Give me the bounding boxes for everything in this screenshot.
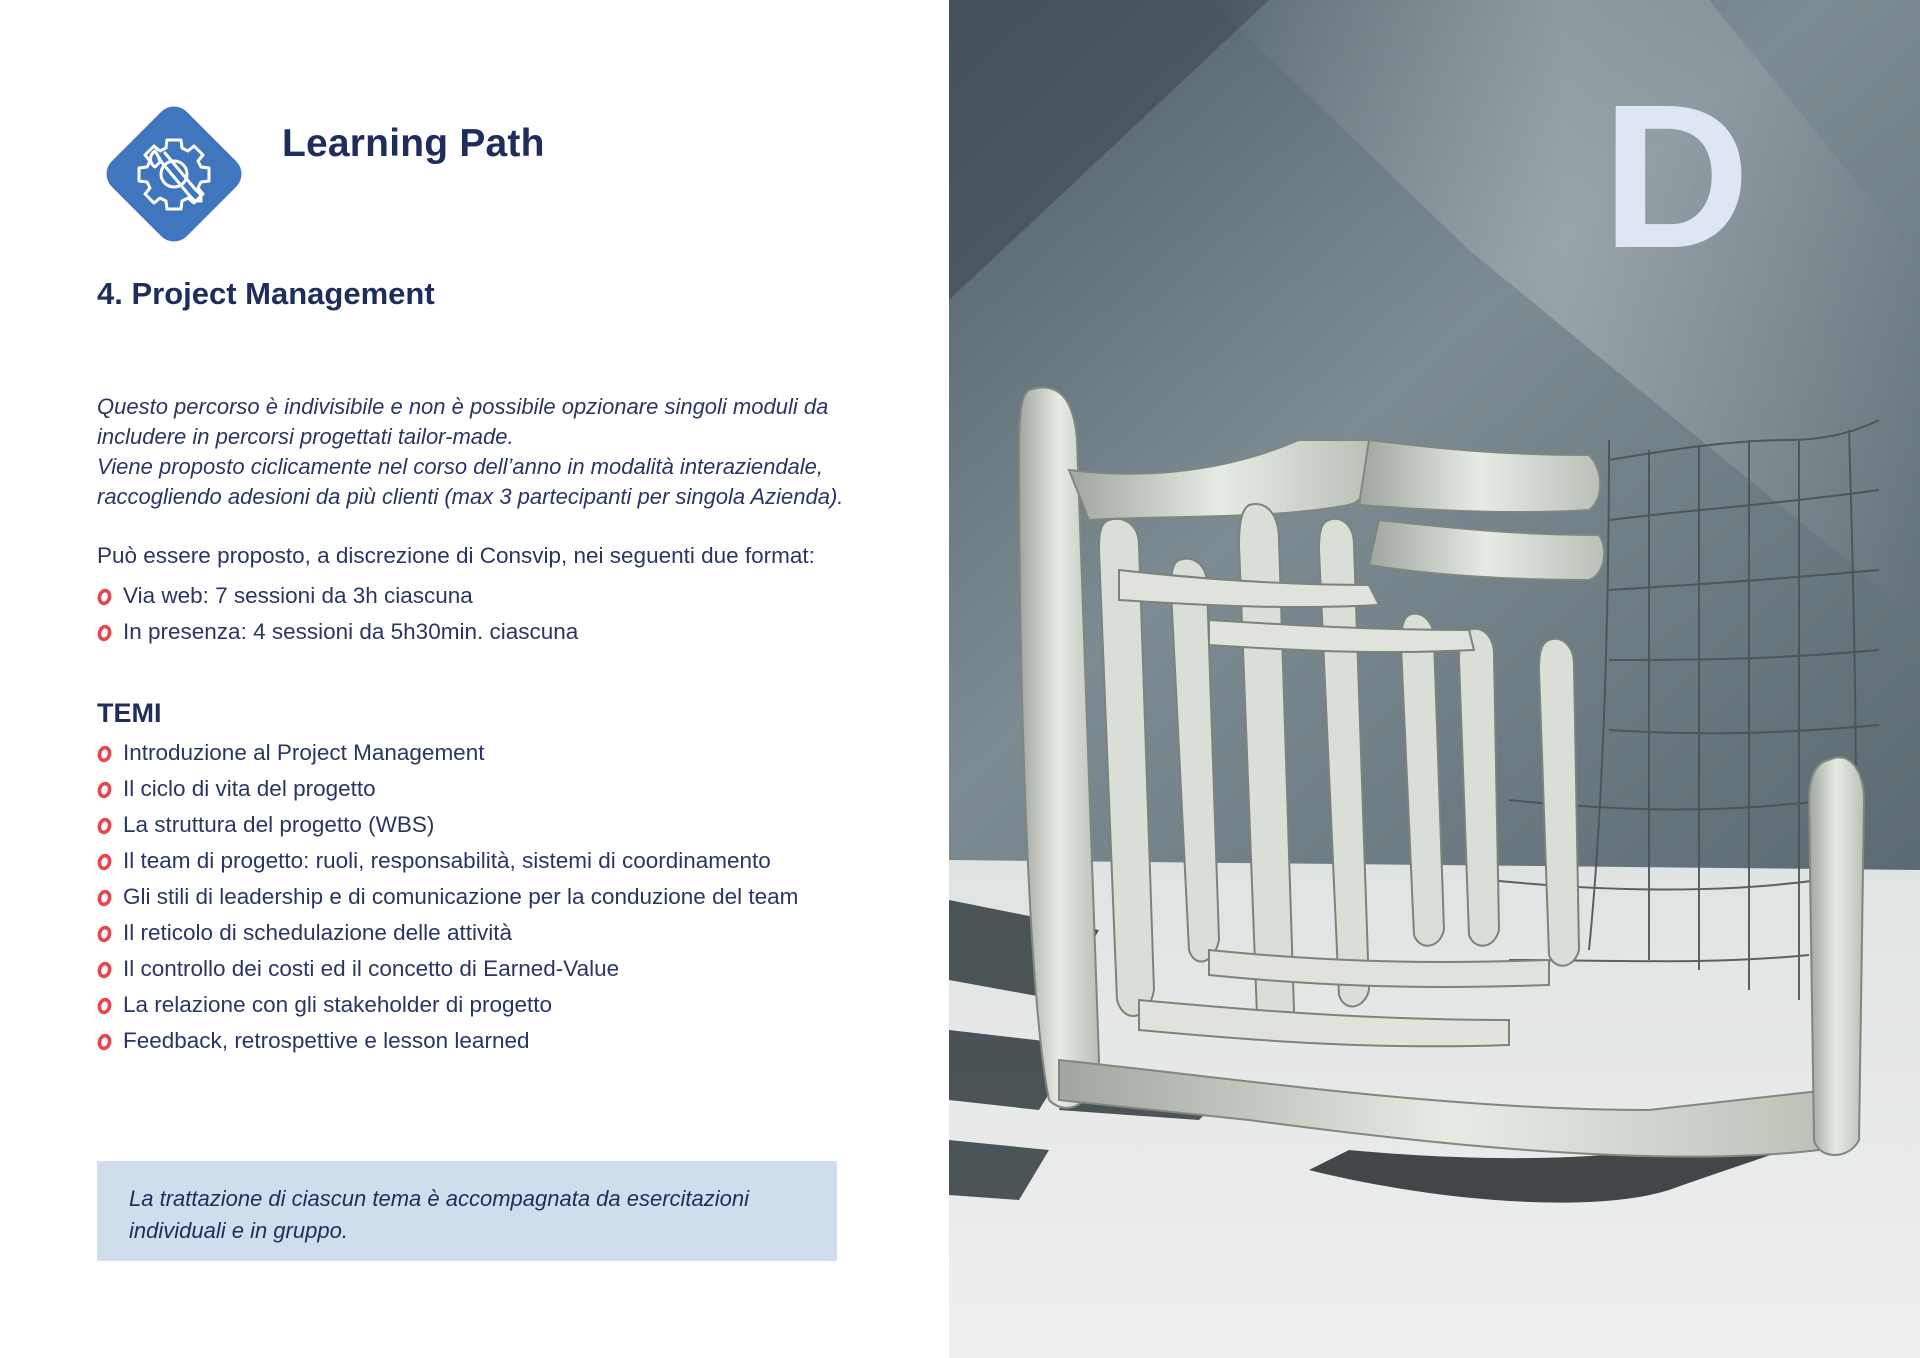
bullet-o-icon: [97, 853, 112, 871]
intro-line: Viene proposto ciclicamente nel corso dell’anno in modalità interaziendale,: [97, 454, 824, 479]
bullet-o-icon: [97, 781, 112, 799]
theme-item-label: Il controllo dei costi ed il concetto di Earned-Value: [123, 956, 620, 981]
intro-line: Questo percorso è indivisibile e non è possibile opzionare singoli moduli da: [97, 394, 829, 419]
note-line: individuali e in gruppo.: [129, 1218, 348, 1243]
bullet-o-icon: [97, 624, 112, 642]
bullet-o-icon: [97, 997, 112, 1015]
themes-list: [97, 735, 897, 1059]
left-column: [0, 0, 949, 1358]
sculpture-photo: [949, 0, 1920, 1358]
themes-block: [97, 735, 897, 1059]
section-title: 4. Project Management: [97, 276, 435, 311]
section-letter: D: [1601, 62, 1751, 291]
formats-lead: Può essere proposto, a discrezione di Consvip, nei seguenti due format:: [97, 543, 815, 568]
theme-item-label: Introduzione al Project Management: [123, 740, 485, 765]
list-item: [97, 735, 897, 771]
bullet-o-icon: [97, 925, 112, 943]
bullet-o-icon: [97, 817, 112, 835]
theme-item-label: Gli stili di leadership e di comunicazione per la conduzione del team: [123, 884, 799, 909]
theme-item-label: Il reticolo di schedulazione delle attività: [123, 920, 512, 945]
bullet-o-icon: [97, 745, 112, 763]
learning-path-title: Learning Path: [282, 122, 545, 165]
note-line: La trattazione di ciascun tema è accompagnata da esercitazioni: [129, 1186, 750, 1211]
theme-item-label: Il team di progetto: ruoli, responsabilità, sistemi di coordinamento: [123, 848, 771, 873]
intro-line: raccogliendo adesioni da più clienti (max 3 partecipanti per singola Azienda).: [97, 484, 844, 509]
theme-item-label: Feedback, retrospettive e lesson learned: [123, 1028, 530, 1053]
list-item: [97, 771, 897, 807]
list-item: [97, 578, 877, 614]
list-item: [97, 951, 897, 987]
format-item-label: Via web: 7 sessioni da 3h ciascuna: [123, 583, 473, 608]
list-item: [97, 1023, 897, 1059]
bullet-o-icon: [97, 588, 112, 606]
themes-heading: TEMI: [97, 698, 162, 728]
gear-wrench-icon: [97, 97, 251, 251]
list-item: [97, 879, 897, 915]
bullet-o-icon: [97, 961, 112, 979]
sculpture-photo-image: [949, 0, 1920, 1358]
formats-list: [97, 578, 877, 650]
intro-line: includere in percorsi progettati tailor-made.: [97, 424, 514, 449]
theme-item-label: La struttura del progetto (WBS): [123, 812, 435, 837]
bullet-o-icon: [97, 889, 112, 907]
list-item: [97, 987, 897, 1023]
theme-item-label: La relazione con gli stakeholder di progetto: [123, 992, 553, 1017]
theme-item-label: Il ciclo di vita del progetto: [123, 776, 376, 801]
note-text: [129, 1183, 809, 1247]
list-item: [97, 807, 897, 843]
format-item-label: In presenza: 4 sessioni da 5h30min. ciascuna: [123, 619, 579, 644]
list-item: [97, 915, 897, 951]
intro-paragraph: [97, 392, 857, 512]
list-item: [97, 843, 897, 879]
bullet-o-icon: [97, 1033, 112, 1051]
list-item: [97, 614, 877, 650]
formats-block: [97, 541, 877, 650]
note-box: [97, 1161, 837, 1261]
